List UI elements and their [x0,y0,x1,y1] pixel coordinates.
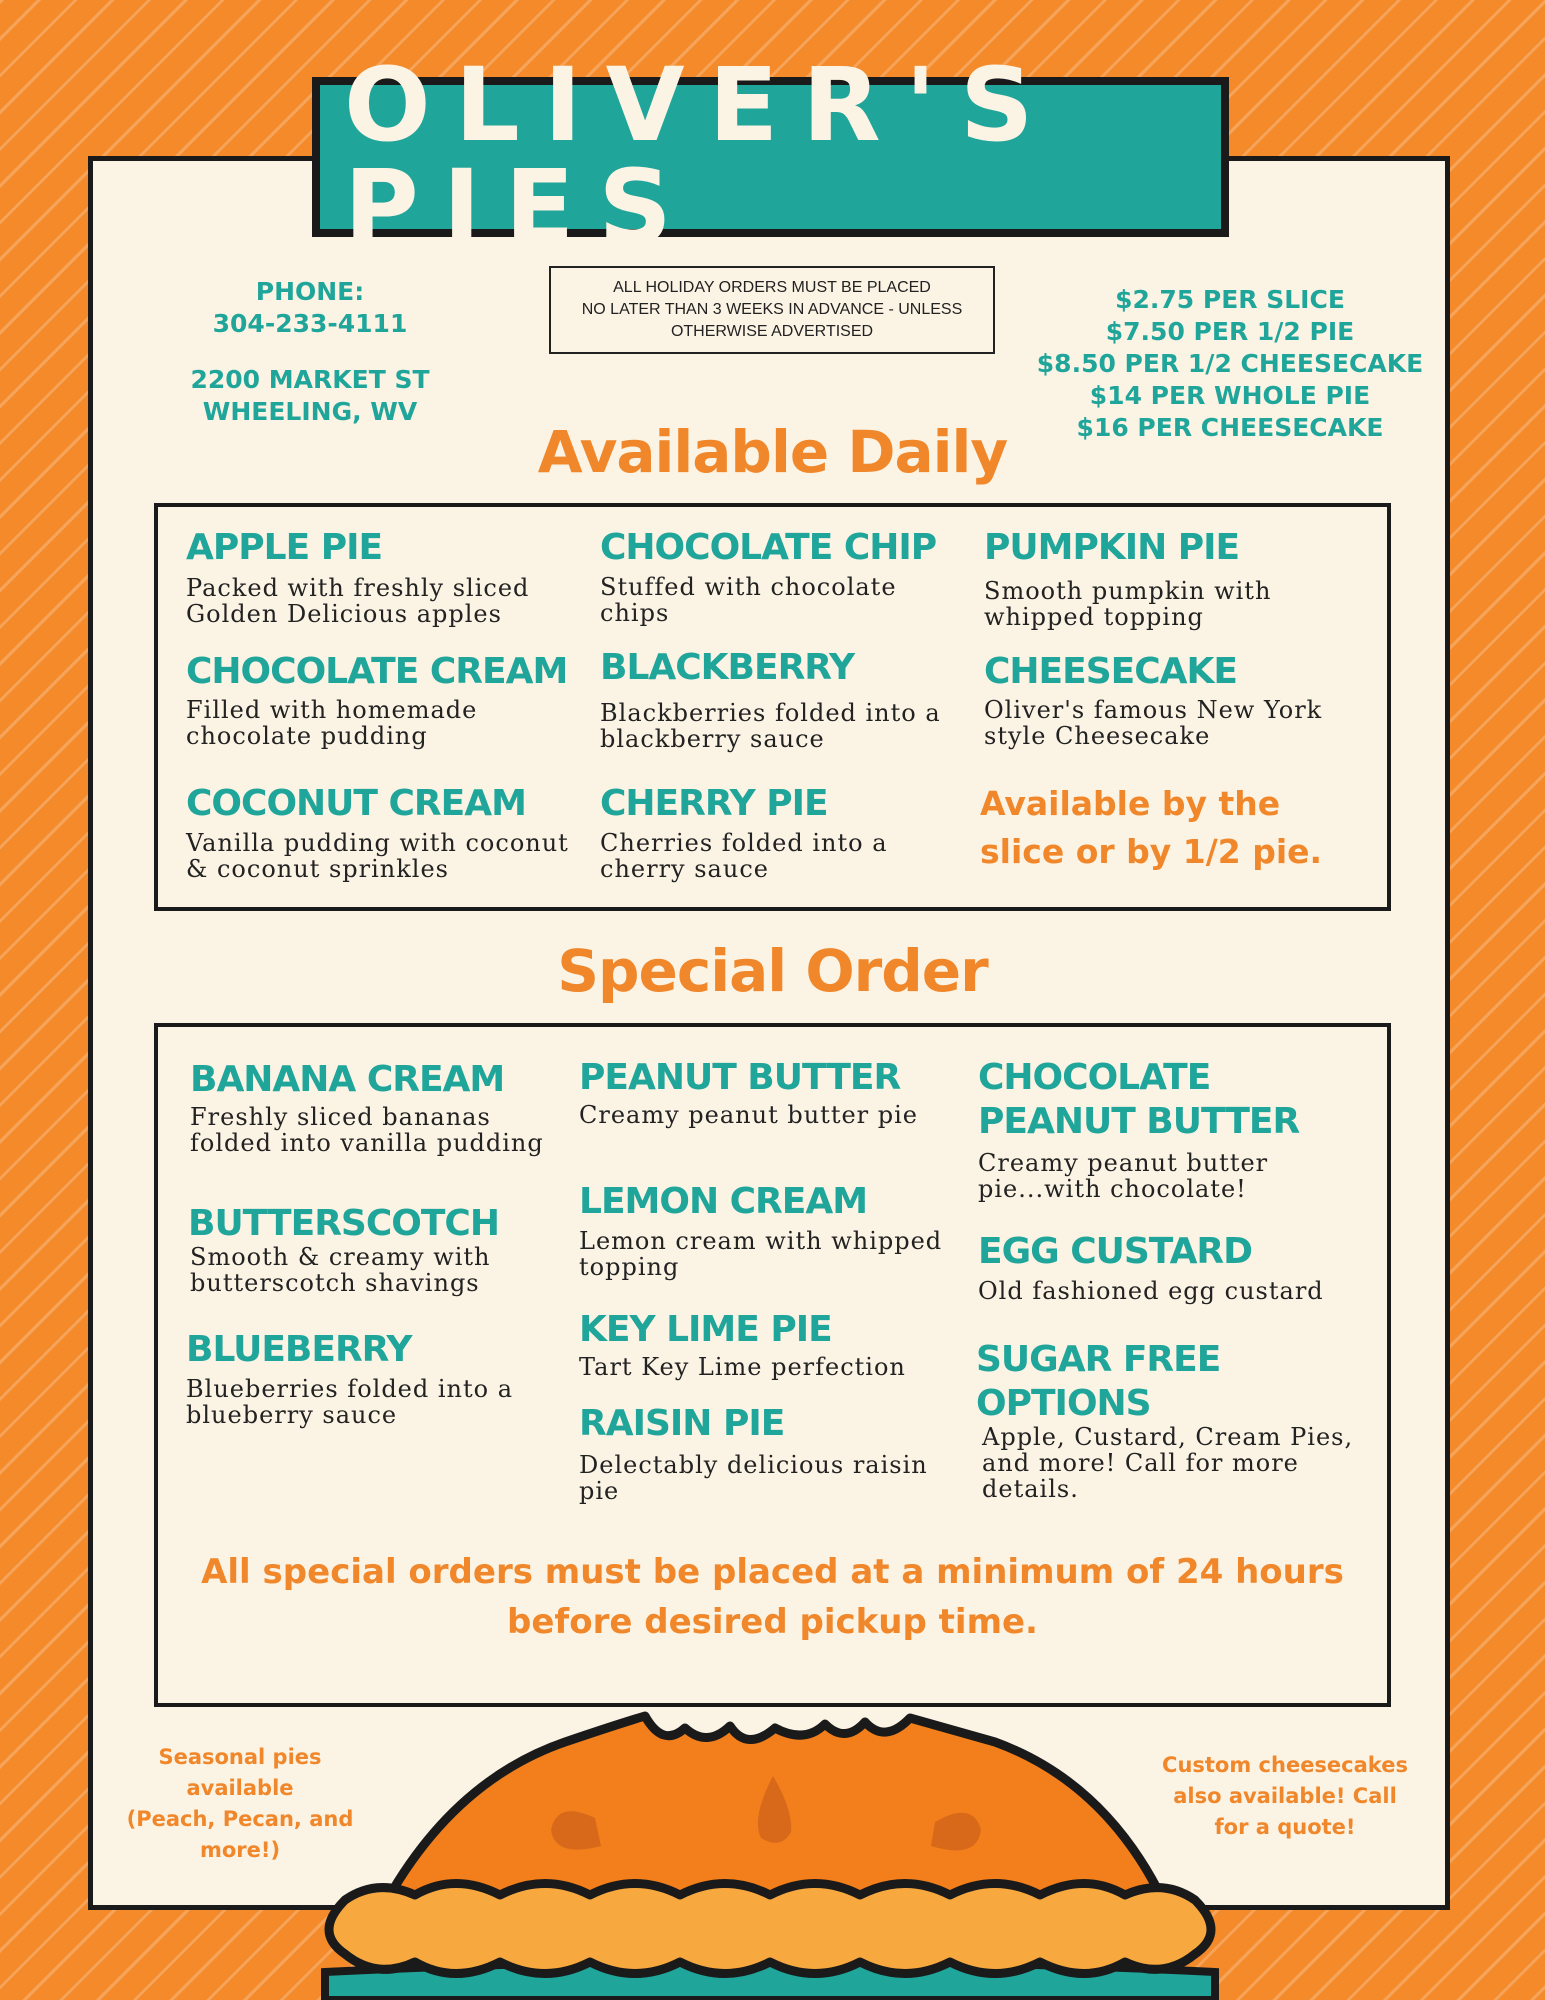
item-desc: Smooth pumpkin with whipped topping [984,577,1272,631]
special-notice-line-1: All special orders must be placed at a minimum of 24 hours [201,1552,1344,1592]
item-desc: Tart Key Lime perfection [579,1353,906,1381]
item-desc: Creamy peanut butter pie...with chocolate! [978,1149,1269,1203]
special-notice-line-2: before desired pickup time. [507,1602,1038,1642]
title-banner [312,46,1229,267]
item-name-line-1: CHOCOLATE [978,1057,1211,1098]
price-whole-pie: $14 PER WHOLE PIE [1089,381,1371,410]
item-name [978,1056,1299,1144]
pie-illustration [305,1700,1235,2000]
contact-phone [160,276,460,340]
item-name: APPLE PIE [186,527,383,568]
custom-line-2: also available! Call [1173,1784,1397,1808]
item-desc: Apple, Custard, Cream Pies, and more! Call for more details. [982,1423,1354,1503]
phone-label: PHONE: [255,277,365,306]
item-name: BANANA CREAM [190,1059,505,1100]
price-cheesecake: $16 PER CHEESECAKE [1076,413,1384,442]
item-desc: Delectably delicious raisin pie [579,1451,928,1505]
item-name: PUMPKIN PIE [984,527,1240,568]
item-name: CHOCOLATE CHIP [600,527,937,568]
item-desc: Smooth & creamy with butterscotch shavings [190,1243,491,1297]
item-name-line-2: OPTIONS [976,1383,1151,1424]
special-order-notice [154,1547,1391,1647]
item-name: RAISIN PIE [579,1403,785,1444]
price-half-cheesecake: $8.50 PER 1/2 CHEESECAKE [1036,349,1424,378]
address-line-1: 2200 MARKET ST [190,365,430,394]
seasonal-line-4: more!) [199,1838,281,1862]
item-name: LEMON CREAM [579,1181,868,1222]
price-half-pie: $7.50 PER 1/2 PIE [1105,317,1355,346]
item-desc: Vanilla pudding with coconut & coconut sprinkles [186,829,569,883]
pie-crust [329,1884,1211,1974]
item-desc: Blueberries folded into a blueberry sauce [186,1375,514,1429]
promo-line-2: slice or by 1/2 pie. [980,832,1323,871]
item-desc: Cherries folded into a cherry sauce [600,829,888,883]
seasonal-line-3: (Peach, Pecan, and [126,1807,354,1831]
item-name [976,1338,1220,1426]
item-name: BUTTERSCOTCH [188,1203,499,1244]
item-desc: Filled with homemade chocolate pudding [186,696,478,750]
seasonal-line-1: Seasonal pies [158,1745,322,1769]
item-desc: Blackberries folded into a blackberry sauce [600,699,941,753]
daily-heading: Available Daily [537,418,1008,486]
promo-line-1: Available by the [980,784,1281,823]
item-name: BLACKBERRY [600,647,855,688]
holiday-notice [549,266,995,354]
phone-number: 304-233-4111 [212,309,408,338]
custom-line-3: for a quote! [1214,1815,1356,1839]
item-desc: Creamy peanut butter pie [579,1101,919,1129]
by-slice-promo [980,780,1322,876]
item-name: CHOCOLATE CREAM [186,651,568,692]
seasonal-line-2: available [186,1776,294,1800]
item-name: PEANUT BUTTER [579,1057,901,1098]
item-desc: Stuffed with chocolate chips [600,573,897,627]
price-slice: $2.75 PER SLICE [1115,285,1345,314]
special-heading: Special Order [557,937,988,1005]
page-title: OLIVER'S PIES [344,46,1058,267]
custom-line-1: Custom cheesecakes [1162,1753,1408,1777]
item-name-line-1: SUGAR FREE [976,1339,1221,1380]
item-desc: Freshly sliced bananas folded into vanilla pudding [190,1103,544,1157]
notice-line-3: OTHERWISE ADVERTISED [670,323,874,340]
item-desc: Packed with freshly sliced Golden Delicious apples [186,574,530,628]
address-line-2: WHEELING, WV [202,397,418,426]
item-name-line-2: PEANUT BUTTER [978,1101,1300,1142]
item-desc: Oliver's famous New York style Cheesecake [984,696,1323,750]
item-name: BLUEBERRY [186,1329,412,1370]
item-desc: Lemon cream with whipped topping [579,1227,943,1281]
item-desc: Old fashioned egg custard [978,1277,1324,1305]
item-name: CHERRY PIE [600,783,828,824]
item-name: COCONUT CREAM [186,783,526,824]
item-name: CHEESECAKE [984,651,1238,692]
notice-line-2: NO LATER THAN 3 WEEKS IN ADVANCE - UNLESS [581,301,963,318]
item-name: KEY LIME PIE [579,1309,832,1350]
item-name: EGG CUSTARD [978,1231,1253,1272]
notice-line-1: ALL HOLIDAY ORDERS MUST BE PLACED [613,279,931,296]
